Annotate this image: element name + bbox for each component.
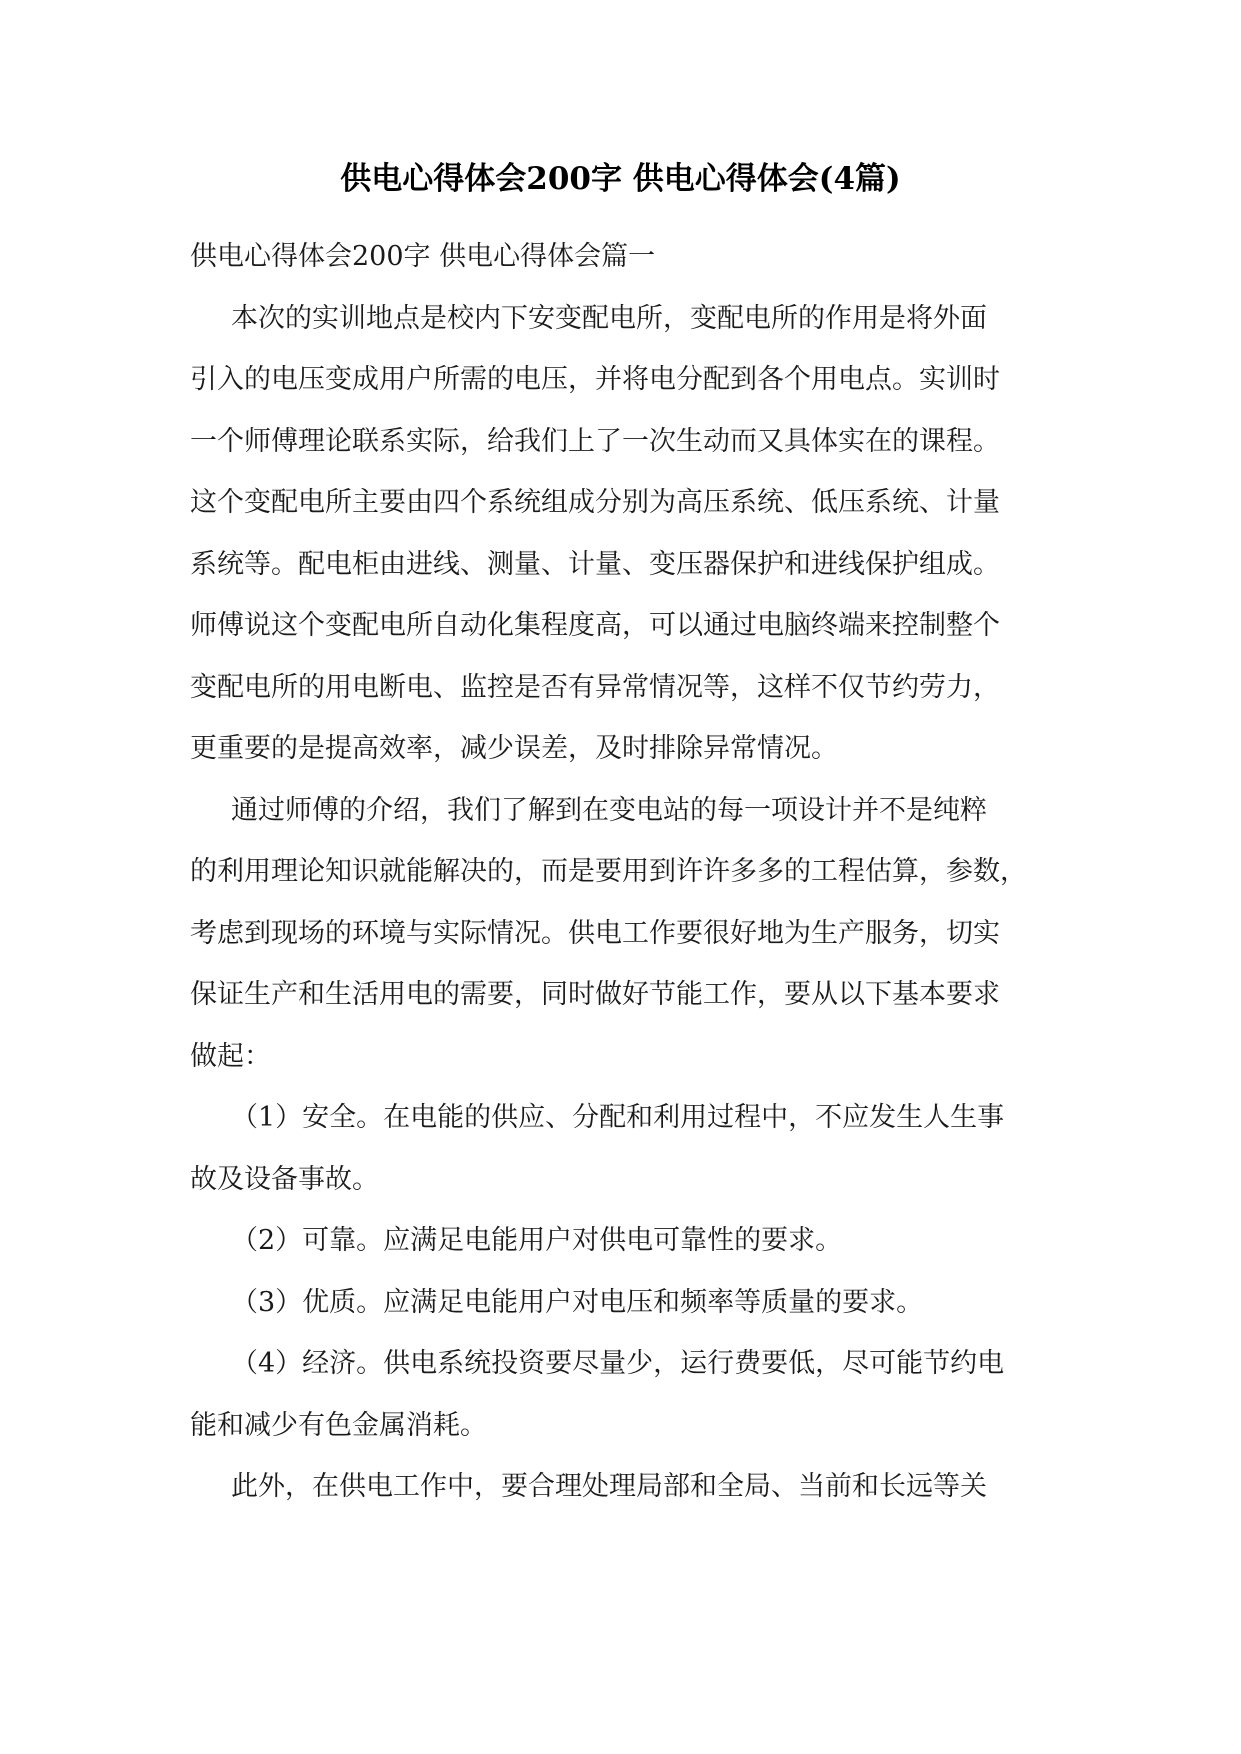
list-item: （4）经济。供电系统投资要尽量少，运行费要低，尽可能节约电 xyxy=(231,1348,1005,1379)
paragraph-line: 本次的实训地点是校内下安变配电所，变配电所的作用是将外面 xyxy=(231,302,987,334)
paragraph-line: 保证生产和生活用电的需要，同时做好节能工作，要从以下基本要求 xyxy=(190,979,1000,1010)
paragraph-line: 这个变配电所主要由四个系统组成分别为高压系统、低压系统、计量 xyxy=(190,487,1000,518)
document-title: 供电心得体会200字 供电心得体会(4篇) xyxy=(340,161,901,197)
paragraph-line: 此外，在供电工作中，要合理处理局部和全局、当前和长远等关 xyxy=(231,1471,987,1502)
paragraph-line: 变配电所的用电断电、监控是否有异常情况等，这样不仅节约劳力， xyxy=(190,671,1000,703)
paragraph-line: 一个师傅理论联系实际，给我们上了一次生动而又具体实在的课程。 xyxy=(190,425,1000,457)
list-item: （3）优质。应满足电能用户对电压和频率等质量的要求。 xyxy=(231,1286,924,1318)
paragraph-line: 的利用理论知识就能解决的，而是要用到许许多多的工程估算，参数， xyxy=(190,856,1027,887)
list-item: （1）安全。在电能的供应、分配和利用过程中，不应发生人生事 xyxy=(231,1102,1005,1133)
paragraph-line: 更重要的是提高效率，减少误差，及时排除异常情况。 xyxy=(190,733,838,764)
section-heading: 供电心得体会200字 供电心得体会篇一 xyxy=(190,241,656,272)
paragraph-line: 做起： xyxy=(190,1040,271,1072)
paragraph-line: 系统等。配电柜由进线、测量、计量、变压器保护和进线保护组成。 xyxy=(190,548,1000,580)
list-item-continuation: 能和减少有色金属消耗。 xyxy=(190,1409,487,1441)
document-body xyxy=(190,226,1070,1518)
paragraph-line: 通过师傅的介绍，我们了解到在变电站的每一项设计并不是纯粹 xyxy=(231,794,987,826)
list-item: （2）可靠。应满足电能用户对供电可靠性的要求。 xyxy=(231,1225,843,1256)
paragraph-line: 师傅说这个变配电所自动化集程度高，可以通过电脑终端来控制整个 xyxy=(190,610,1000,641)
paragraph-line: 考虑到现场的环境与实际情况。供电工作要很好地为生产服务，切实 xyxy=(190,917,1000,949)
paragraph-line: 引入的电压变成用户所需的电压，并将电分配到各个用电点。实训时 xyxy=(190,364,1000,395)
list-item-continuation: 故及设备事故。 xyxy=(190,1163,379,1195)
